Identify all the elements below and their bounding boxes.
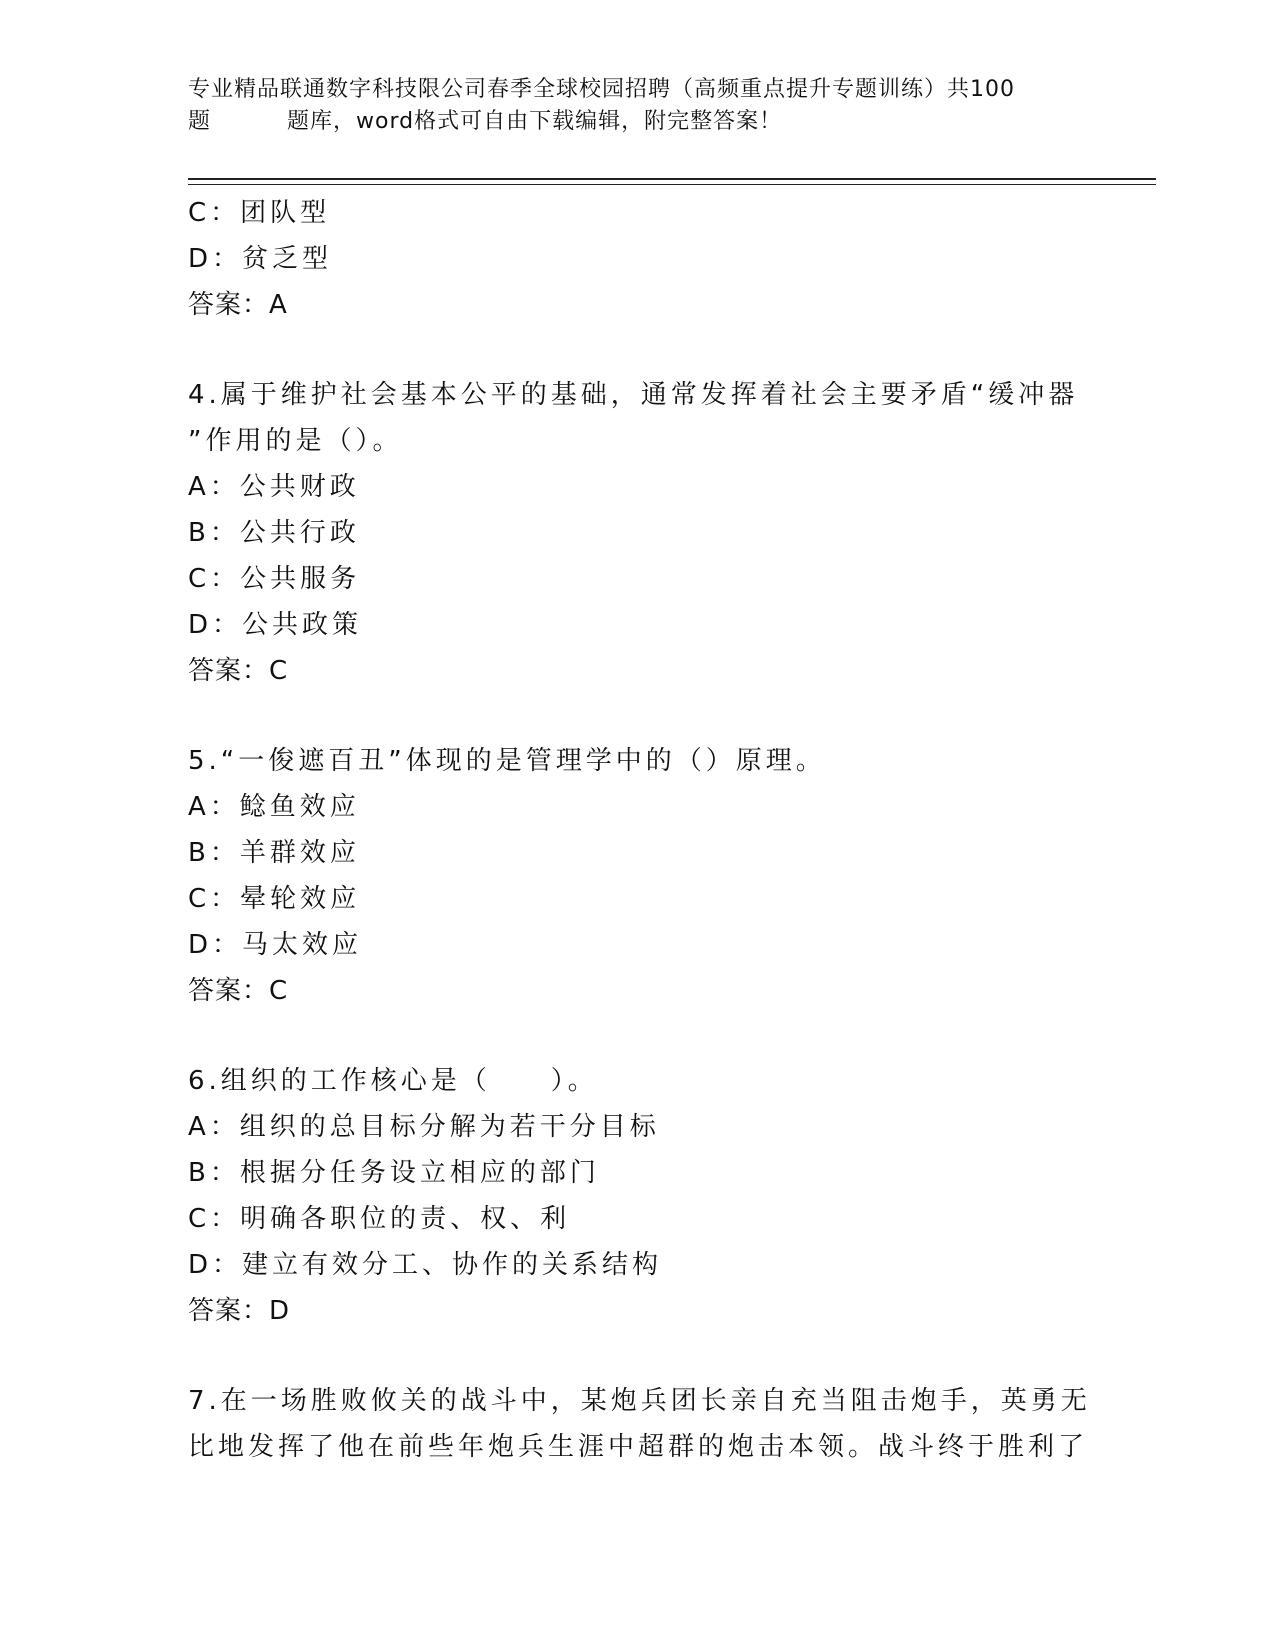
option-c: C：明确各职位的责、权、利 [188, 1204, 571, 1234]
option-c: C：团队型 [188, 198, 331, 228]
answer: 答案：D [188, 1296, 291, 1326]
option-b: B：根据分任务设立相应的部门 [188, 1158, 600, 1188]
question-stem-cont: 比地发挥了他在前些年炮兵生涯中超群的炮击本领。战斗终于胜利了 [188, 1432, 1089, 1462]
header-title-line-1: 专业精品联通数字科技限公司春季全球校园招聘（高频重点提升专题训练）共100 [188, 77, 1015, 102]
option-b: B：羊群效应 [188, 838, 360, 868]
question-stem: 5.“一俊遮百丑”体现的是管理学中的（）原理。 [188, 746, 826, 776]
document-body [188, 190, 1091, 1470]
option-a: A：鲶鱼效应 [188, 792, 360, 822]
header-divider-thin [188, 184, 1156, 185]
option-d: D：马太效应 [188, 930, 363, 960]
question-stem: 6.组织的工作核心是（ ）。 [188, 1066, 598, 1096]
page-header [188, 74, 1088, 138]
header-title-line-2 [188, 106, 1088, 138]
answer: 答案：A [188, 290, 288, 320]
option-a: A：公共财政 [188, 472, 360, 502]
option-b: B：公共行政 [188, 518, 360, 548]
question-stem-cont: ”作用的是（）。 [188, 426, 403, 456]
answer: 答案：C [188, 656, 289, 686]
header-title-word: 题 [188, 109, 212, 134]
option-d: D：贫乏型 [188, 244, 333, 274]
question-stem: 4.属于维护社会基本公平的基础，通常发挥着社会主要矛盾“缓冲器 [188, 380, 1079, 410]
answer: 答案：C [188, 976, 289, 1006]
option-d: D：建立有效分工、协作的关系结构 [188, 1250, 663, 1280]
option-d: D：公共政策 [188, 610, 363, 640]
option-c: C：公共服务 [188, 564, 361, 594]
header-divider [188, 178, 1156, 180]
option-a: A：组织的总目标分解为若干分目标 [188, 1112, 660, 1142]
option-c: C：晕轮效应 [188, 884, 361, 914]
question-stem: 7.在一场胜败攸关的战斗中，某炮兵团长亲自充当阻击炮手，英勇无 [188, 1386, 1091, 1416]
header-title-rest: 题库，word格式可自由下载编辑，附完整答案！ [287, 109, 783, 134]
